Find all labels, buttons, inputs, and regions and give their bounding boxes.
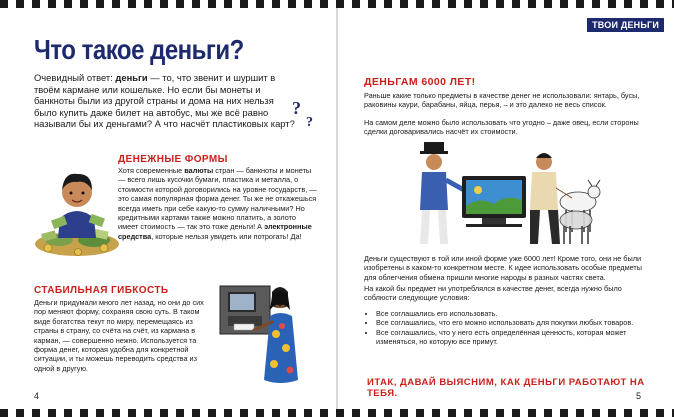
right-paragraph-3: Деньги существуют в той или иной форме уже 6000 лет! Кроме того, они не были изобретены в каком-то конкретном месте. К идее использовать особые предметы для облегчения обмена пришли многие народы в разных частях света.: [364, 254, 643, 282]
question-marks-illustration: [286, 92, 326, 132]
checker-square: [0, 0, 8, 8]
checker-square: [48, 0, 56, 8]
intro-paragraph: [34, 72, 296, 130]
right-paragraph-4: На какой бы предмет ни употреблялся в качестве денег, всегда нужно было соблюсти следующие условия:: [364, 284, 622, 303]
checker-square: [432, 409, 440, 417]
checker-square: [208, 409, 216, 417]
right-paragraph-2: На самом деле можно было использовать что угодно – даже овец, если стороны сделки договаривались насчёт их стоимости.: [364, 118, 639, 137]
checker-square: [368, 409, 376, 417]
svg-text:?: ?: [292, 98, 301, 118]
checker-square: [288, 0, 296, 8]
checker-square: [640, 409, 648, 417]
checker-square: [48, 409, 56, 417]
checker-square: [320, 0, 328, 8]
right-paragraph-1: Раньше какие только предметы в качестве денег не использовали: янтарь, бусы, раковины каури, барабаны, яйца, перья, – и это далеко не весь список.: [364, 91, 640, 110]
checker-square: [160, 0, 168, 8]
checker-square: [80, 409, 88, 417]
checker-square: [32, 0, 40, 8]
checker-square: [576, 409, 584, 417]
checker-square: [128, 409, 136, 417]
checker-square: [176, 0, 184, 8]
checker-square: [64, 409, 72, 417]
checker-square: [512, 0, 520, 8]
checker-square: [400, 0, 408, 8]
page-number-left: 4: [34, 391, 40, 401]
forms-text-2: стран — банкноты и монеты — всего лишь кусочки бумаги, пластика и металла, о стоимости которой договорились на уровне государств, — это самая популярная форма денег. Ты же не откажешься всегда иметь при себе какую-то сумму наличными? Но кредитными картами также можно платить, а золото имеет стоимость — так это тоже деньги! А: [118, 166, 317, 232]
closing-line: ИТАК, ДАВАЙ ВЫЯСНИМ, КАК ДЕНЬГИ РАБОТАЮТ НА ТЕБЯ.: [367, 377, 645, 399]
checker-square: [592, 409, 600, 417]
checker-square: [384, 409, 392, 417]
checker-square: [192, 409, 200, 417]
checker-square: [240, 0, 248, 8]
flex-heading: СТАБИЛЬНАЯ ГИБКОСТЬ: [34, 285, 169, 296]
checker-square: [16, 0, 24, 8]
checker-square: [464, 409, 472, 417]
checker-square: [96, 0, 104, 8]
boy-with-money-illustration: [34, 160, 120, 256]
checker-square: [624, 0, 632, 8]
section-badge: ТВОИ ДЕНЬГИ: [587, 18, 664, 32]
checker-square: [416, 0, 424, 8]
checker-square: [112, 409, 120, 417]
checker-square: [256, 409, 264, 417]
page-spine: [336, 8, 338, 409]
checker-square: [32, 409, 40, 417]
checker-square: [160, 409, 168, 417]
checker-square: [544, 0, 552, 8]
checker-square: [368, 0, 376, 8]
checker-square: [560, 0, 568, 8]
checker-strip-bottom: [0, 409, 674, 417]
checker-square: [96, 409, 104, 417]
checker-square: [288, 409, 296, 417]
checker-square: [272, 0, 280, 8]
checker-square: [352, 409, 360, 417]
checker-square: [208, 0, 216, 8]
right-heading: ДЕНЬГАМ 6000 ЛЕТ!: [364, 76, 476, 88]
checker-square: [144, 409, 152, 417]
checker-square: [128, 0, 136, 8]
checker-square: [560, 409, 568, 417]
checker-square: [64, 0, 72, 8]
checker-square: [608, 409, 616, 417]
checker-square: [544, 409, 552, 417]
conditions-list: [364, 309, 646, 347]
checker-square: [528, 409, 536, 417]
checker-square: [656, 409, 664, 417]
forms-heading: ДЕНЕЖНЫЕ ФОРМЫ: [118, 154, 228, 165]
checker-square: [432, 0, 440, 8]
checker-square: [256, 0, 264, 8]
checker-square: [272, 409, 280, 417]
forms-paragraph: [118, 166, 318, 241]
list-item: • Все соглашались, что его можно использовать для покупки любых товаров.: [376, 318, 646, 327]
forms-text-1: Хотя современные: [118, 166, 185, 175]
forms-bold-currency: валюты: [184, 166, 214, 175]
checker-square: [0, 409, 8, 417]
forms-bold-electronic: электронные средства: [118, 222, 312, 241]
list-item: • Все соглашались его использовать.: [376, 309, 646, 318]
checker-square: [480, 409, 488, 417]
checker-square: [496, 409, 504, 417]
checker-square: [656, 0, 664, 8]
checker-square: [352, 0, 360, 8]
checker-square: [592, 0, 600, 8]
checker-square: [384, 0, 392, 8]
atm-woman-illustration: [214, 276, 314, 388]
checker-square: [624, 409, 632, 417]
checker-square: [240, 409, 248, 417]
intro-bold-term: деньги: [115, 72, 148, 83]
checker-square: [496, 0, 504, 8]
checker-square: [448, 0, 456, 8]
checker-square: [192, 0, 200, 8]
checker-square: [80, 0, 88, 8]
checker-square: [320, 409, 328, 417]
checker-square: [176, 409, 184, 417]
list-item: • Все соглашались, что у него есть определённая ценность, которая может изменяться, но которую все примут.: [376, 328, 646, 347]
checker-square: [16, 409, 24, 417]
svg-text:?: ?: [306, 115, 313, 130]
checker-square: [304, 409, 312, 417]
flex-paragraph: Деньги придумали много лет назад, но они до сих пор меняют форму, сохраняя свою суть. В таком виде богатства текут по миру, перемещаясь из страны в страну, со счёта на счёт, из кармана в карман, — совершенно нежно. Используется та форма денег, которая удобна для конкретной ситуации, и ты можешь переводить средства из одной в другую.: [34, 298, 204, 373]
barter-illustration: [406, 140, 612, 250]
checker-square: [224, 0, 232, 8]
checker-square: [400, 409, 408, 417]
checker-strip-top: [0, 0, 674, 8]
checker-square: [608, 0, 616, 8]
checker-square: [448, 409, 456, 417]
checker-square: [480, 0, 488, 8]
checker-square: [112, 0, 120, 8]
checker-square: [464, 0, 472, 8]
checker-square: [304, 0, 312, 8]
checker-square: [576, 0, 584, 8]
intro-text-1: Очевидный ответ:: [34, 72, 116, 83]
checker-square: [528, 0, 536, 8]
checker-square: [144, 0, 152, 8]
checker-square: [336, 0, 344, 8]
forms-text-3: , которые нельзя увидеть или потрогать! Да!: [151, 231, 302, 241]
checker-square: [416, 409, 424, 417]
page-title: Что такое деньги?: [34, 35, 244, 67]
intro-text-2: — то, что звенит и шуршит в твоём кармане или кошельке. Но если бы монеты и банкноты были из другой страны и дома на них нельзя было купить даже билет на автобус, мы же всё равно называли бы их деньгами? А что насчёт пластиковых карт?: [34, 72, 295, 130]
checker-square: [640, 0, 648, 8]
checker-square: [512, 409, 520, 417]
checker-square: [336, 409, 344, 417]
checker-square: [224, 409, 232, 417]
page-number-right: 5: [636, 391, 642, 401]
